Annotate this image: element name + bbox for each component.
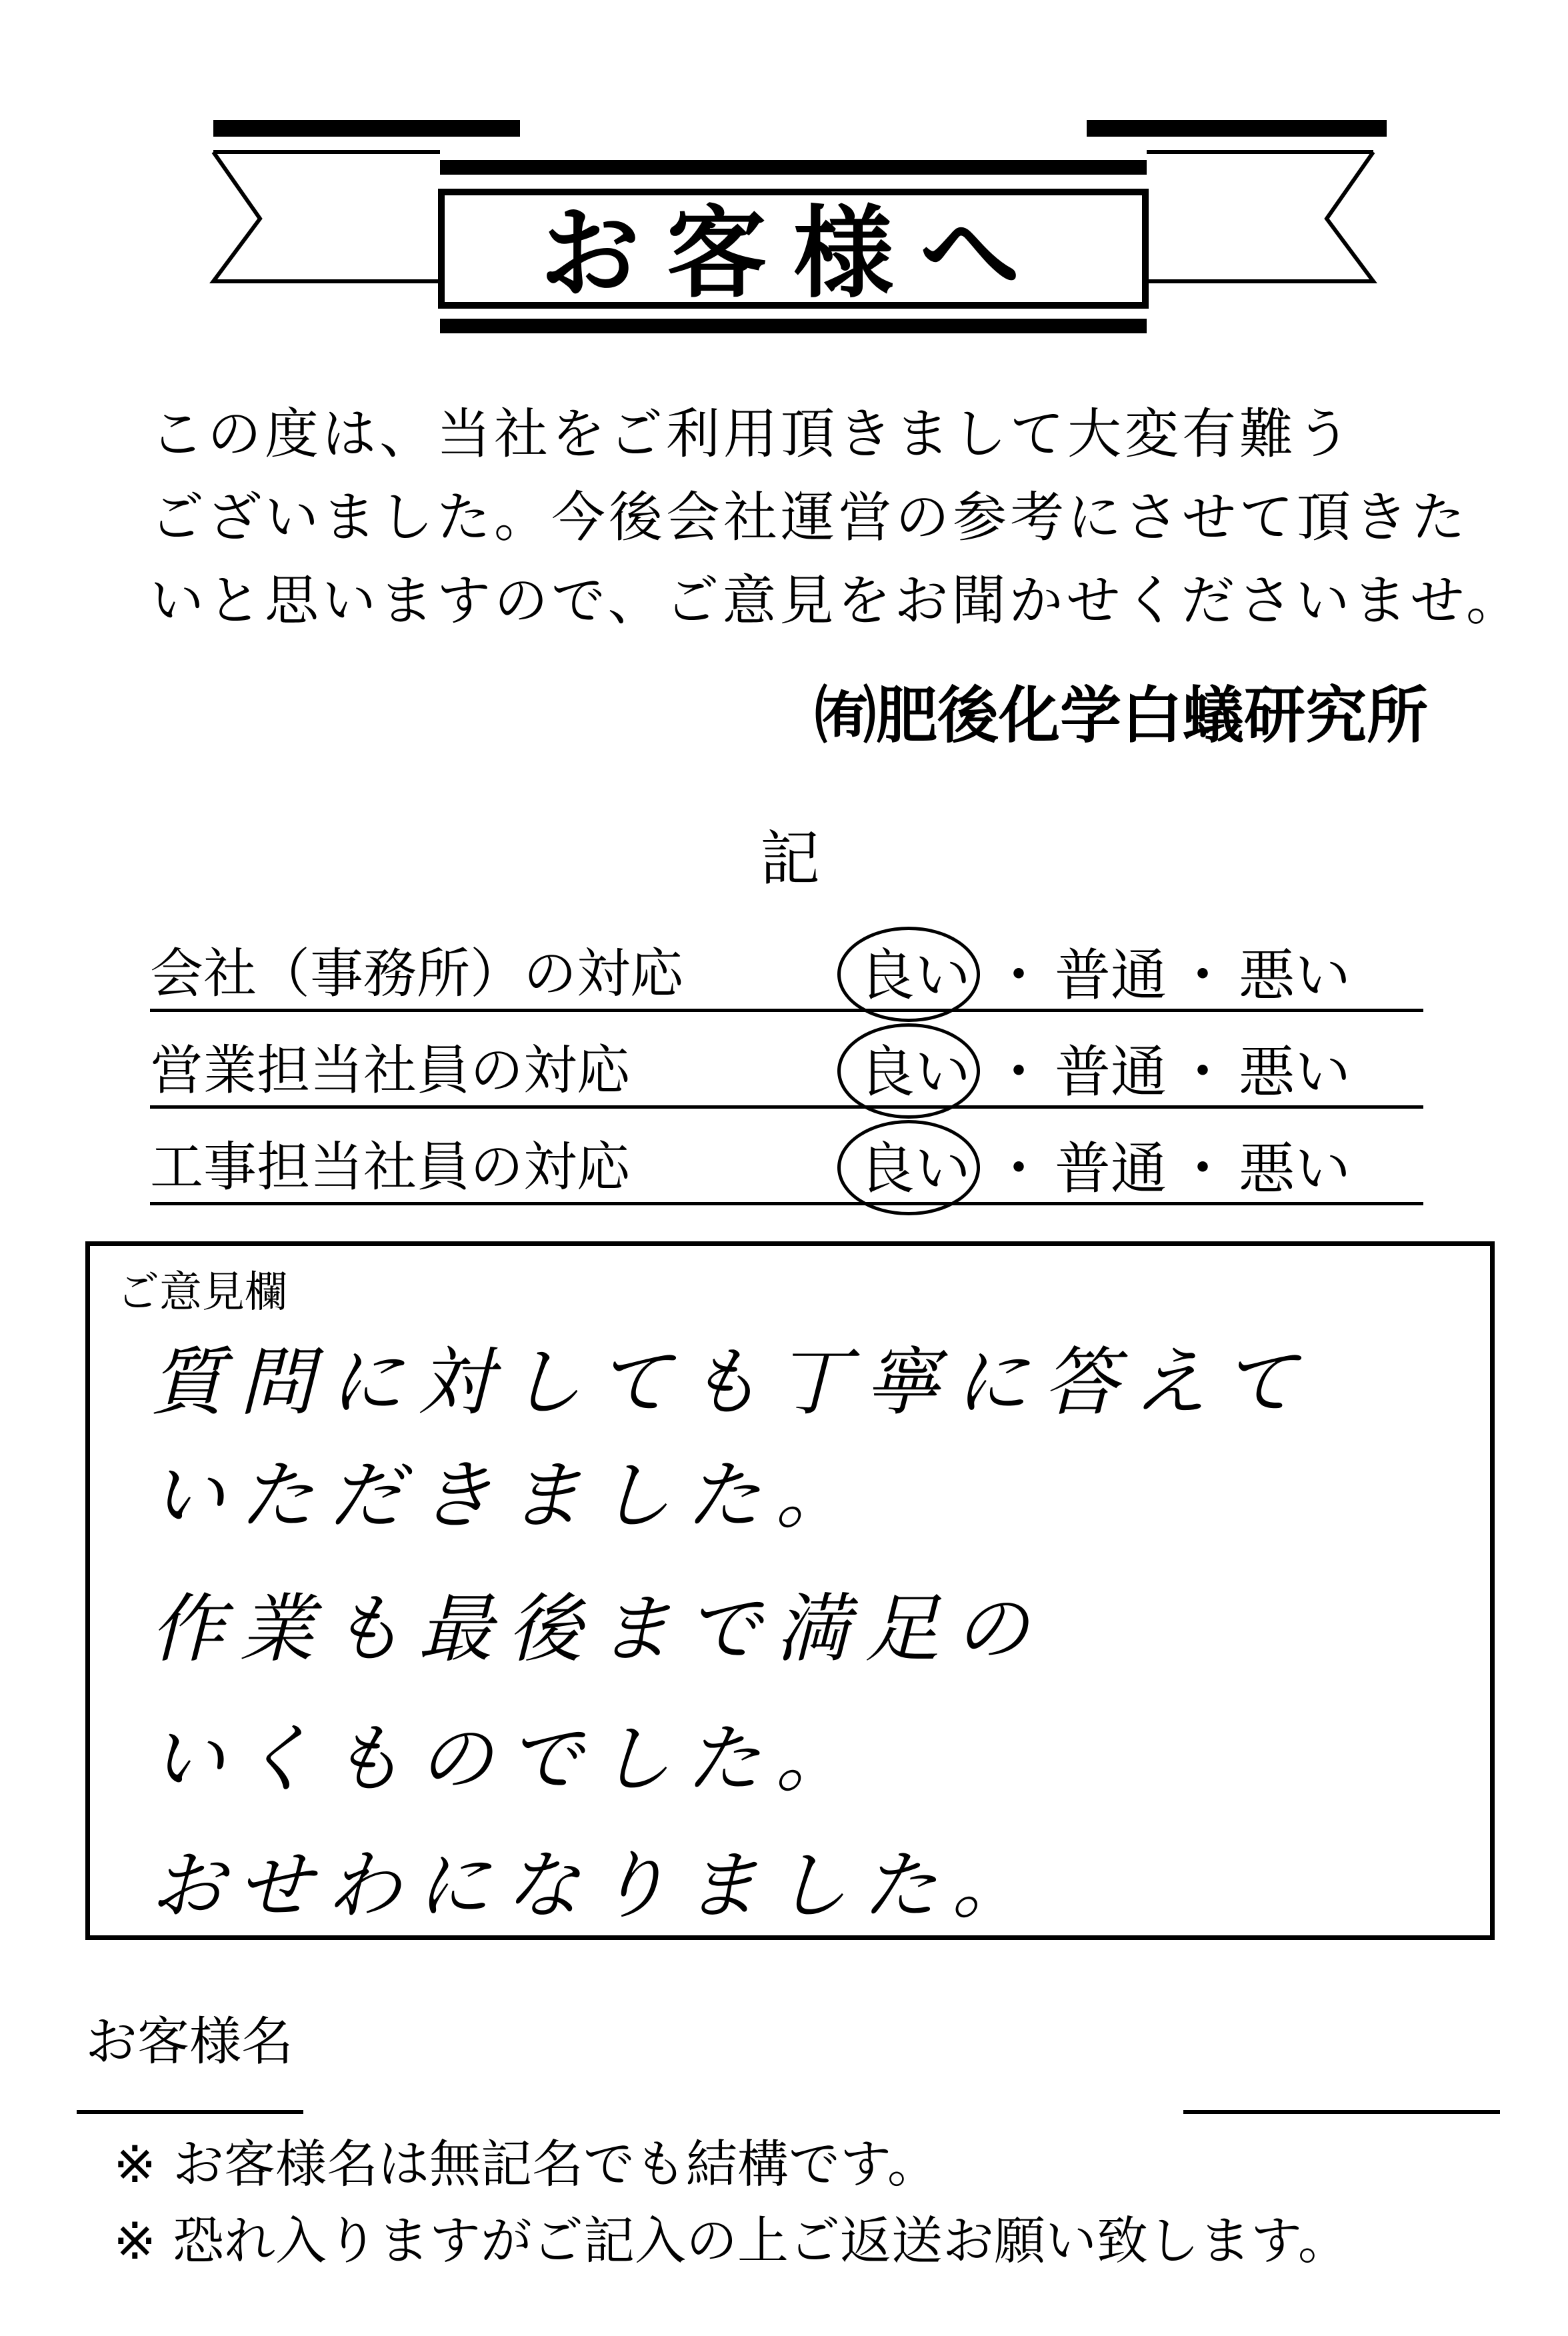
opinion-box[interactable] — [85, 1241, 1495, 1940]
note-please-return: ※ 恐れ入りますがご記入の上ご返送お願い致します。 — [113, 2212, 1349, 2271]
intro-line: この度は、当社をご利用頂きまして大変有難う — [150, 403, 1355, 466]
separator: ・ — [991, 943, 1047, 1008]
rating-row-construction — [150, 1105, 1423, 1205]
rating-label: 会社（事務所）の対応 — [150, 943, 683, 1005]
rating-label: 工事担当社員の対応 — [150, 1136, 630, 1198]
separator: ・ — [1175, 1039, 1231, 1105]
rating-options — [847, 1027, 1351, 1108]
selection-circle — [837, 927, 980, 1022]
handwritten-line: いくものでした。 — [150, 1716, 865, 1803]
company-name: ㈲肥後化学白蟻研究所 — [814, 680, 1428, 751]
separator: ・ — [1175, 943, 1231, 1008]
ki-heading: 記 — [760, 824, 820, 894]
rating-options — [847, 1124, 1351, 1205]
rating-row-sales — [150, 1009, 1423, 1109]
selection-circle — [837, 1023, 980, 1119]
intro-line: いと思いますので、ご意見をお聞かせくださいませ。 — [150, 570, 1523, 633]
page-title: お客様へ — [539, 195, 1047, 312]
handwritten-line: 質問に対しても丁寧に答えて — [150, 1339, 1311, 1426]
customer-name-underline-right — [1183, 2110, 1500, 2114]
intro-paragraph — [150, 393, 1523, 643]
title-banner — [200, 107, 1387, 360]
opinion-label: ご意見欄 — [117, 1268, 287, 1317]
separator: ・ — [991, 1039, 1047, 1105]
customer-name-label: お客様名 — [85, 2012, 294, 2072]
separator: ・ — [1175, 1136, 1231, 1201]
option-good-selected[interactable]: 良い — [847, 1027, 983, 1108]
handwritten-line: おせわになりました。 — [150, 1843, 1041, 1929]
note-anonymous-ok: ※ お客様名は無記名でも結構です。 — [113, 2135, 939, 2195]
option-normal[interactable]: 普通 — [1055, 943, 1167, 1008]
rating-label: 営業担当社員の対応 — [150, 1039, 630, 1101]
customer-name-underline-left — [77, 2110, 303, 2114]
separator: ・ — [991, 1136, 1047, 1201]
intro-line: ございました。今後会社運営の参考にさせて頂きた — [150, 487, 1469, 549]
option-bad[interactable]: 悪い — [1239, 1039, 1351, 1105]
rating-row-office — [150, 912, 1423, 1012]
option-good-selected[interactable]: 良い — [847, 931, 983, 1011]
option-bad[interactable]: 悪い — [1239, 1136, 1351, 1201]
handwritten-line: いただきました。 — [150, 1453, 865, 1539]
rating-options — [847, 931, 1351, 1011]
handwritten-line: 作業も最後まで満足の — [150, 1586, 1043, 1673]
option-normal[interactable]: 普通 — [1055, 1039, 1167, 1105]
option-bad[interactable]: 悪い — [1239, 943, 1351, 1008]
selection-circle — [837, 1120, 980, 1215]
customer-name-field[interactable] — [313, 2053, 1173, 2113]
option-good-selected[interactable]: 良い — [847, 1124, 983, 1205]
option-normal[interactable]: 普通 — [1055, 1136, 1167, 1201]
